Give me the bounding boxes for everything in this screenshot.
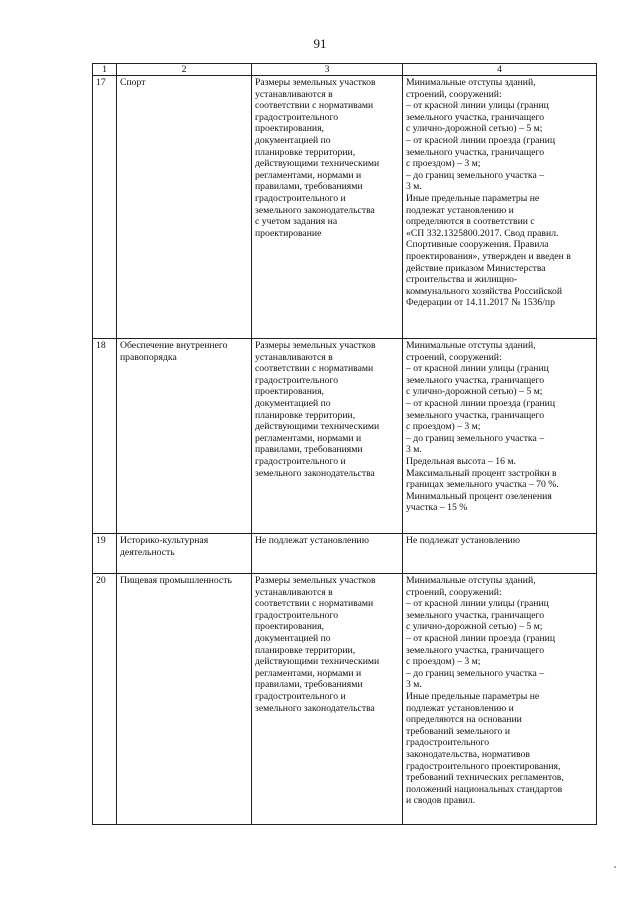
text-line: Размеры земельных участков bbox=[255, 340, 376, 351]
text-line: градостроительного и bbox=[255, 192, 346, 204]
text-line: 3 м. bbox=[406, 679, 422, 691]
text-line: градостроительного и bbox=[255, 455, 346, 467]
text-line: с учетом задания на bbox=[255, 216, 338, 228]
text-line: проектирования, bbox=[255, 123, 324, 135]
text-line: земельного законодательства bbox=[255, 204, 375, 216]
text-line: 3 м. bbox=[406, 181, 422, 193]
text-line: строений, сооружений: bbox=[406, 351, 502, 363]
text-line: и сводов правил. bbox=[406, 795, 476, 807]
text-line: градостроительного bbox=[255, 609, 339, 621]
text-line: земельного участка, граничащего bbox=[406, 609, 545, 621]
text-line: Максимальный процент застройки в bbox=[406, 467, 557, 479]
text-line: земельного законодательства bbox=[255, 702, 375, 714]
text-line: коммунального хозяйства Российской bbox=[406, 285, 563, 297]
text-line: градостроительного bbox=[406, 737, 490, 749]
text-line: с улично-дорожной сетью) – 5 м; bbox=[406, 621, 543, 633]
text-line: правилами, требованиями bbox=[255, 181, 363, 193]
text-line: Спортивные сооружения. Правила bbox=[406, 239, 549, 251]
text-line: строительства и жилищно- bbox=[406, 274, 518, 286]
land-use-name: Историко-культурная деятельность bbox=[117, 534, 252, 574]
table-row bbox=[93, 534, 597, 574]
text-line: градостроительного bbox=[255, 374, 339, 386]
text-line: требований технических регламентов, bbox=[406, 772, 564, 784]
text-line: земельного участка, граничащего bbox=[406, 374, 545, 386]
text-line: действующими техническими bbox=[255, 158, 380, 170]
text-line: с улично-дорожной сетью) – 5 м; bbox=[406, 386, 543, 398]
text-line: подлежат установлению и bbox=[406, 204, 514, 216]
parameters-text bbox=[403, 339, 597, 534]
text-line: – от красной линии улицы (границ bbox=[406, 598, 549, 610]
text-line: планировке территории, bbox=[255, 146, 356, 158]
text-line: Минимальные отступы зданий, bbox=[406, 340, 536, 351]
table-row bbox=[93, 76, 597, 339]
text-line: Минимальные отступы зданий, bbox=[406, 575, 536, 586]
text-line: с улично-дорожной сетью) – 5 м; bbox=[406, 123, 543, 135]
land-use-name: Пищевая промышленность bbox=[117, 574, 252, 825]
regulations-table bbox=[92, 63, 597, 825]
parameters-text bbox=[403, 534, 597, 574]
text-line: действующими техническими bbox=[255, 421, 380, 433]
text-line: законодательства, нормативов bbox=[406, 748, 531, 760]
text-line: правилами, требованиями bbox=[255, 444, 363, 456]
text-line: земельного участка, граничащего bbox=[406, 409, 545, 421]
header-col-2: 2 bbox=[117, 64, 252, 76]
text-line: проектирование bbox=[255, 227, 322, 239]
text-line: Минимальные отступы зданий, bbox=[406, 77, 536, 88]
text-line: – до границ земельного участка – bbox=[406, 169, 545, 181]
text-line: строений, сооружений: bbox=[406, 586, 502, 598]
text-line: Размеры земельных участков bbox=[255, 575, 376, 586]
plot-size-text bbox=[252, 76, 403, 339]
text-line: устанавливаются в bbox=[255, 351, 333, 363]
page-number: 91 bbox=[313, 36, 327, 51]
text-line: действие приказом Министерства bbox=[406, 262, 546, 274]
text-line: строений, сооружений: bbox=[406, 88, 502, 100]
text-line: соответствии с нормативами bbox=[255, 363, 374, 375]
text-line: подлежат установлению и bbox=[406, 702, 514, 714]
text-line: 3 м. bbox=[406, 444, 422, 456]
text-line: проектирования, bbox=[255, 621, 324, 633]
text-line: планировке территории, bbox=[255, 644, 356, 656]
text-line: Предельная высота – 16 м. bbox=[406, 455, 516, 467]
text-line: документацией по bbox=[255, 632, 331, 644]
text-line: Иные предельные параметры не bbox=[406, 690, 540, 702]
text-line: Не подлежат установлению bbox=[406, 535, 520, 546]
header-col-3: 3 bbox=[252, 64, 403, 76]
text-line: – от красной линии проезда (границ bbox=[406, 134, 556, 146]
parameters-text bbox=[403, 574, 597, 825]
text-line: – от красной линии проезда (границ bbox=[406, 397, 556, 409]
header-col-1: 1 bbox=[93, 64, 117, 76]
text-line: Не подлежат установлению bbox=[255, 535, 369, 546]
text-line: – от красной линии улицы (границ bbox=[406, 363, 549, 375]
text-line: земельного участка, граничащего bbox=[406, 146, 545, 158]
parameters-text bbox=[403, 76, 597, 339]
text-line: определяются в соответствии с bbox=[406, 216, 535, 228]
row-number: 19 bbox=[93, 534, 117, 574]
text-line: земельного участка, граничащего bbox=[406, 111, 545, 123]
text-line: участка – 15 % bbox=[406, 502, 468, 514]
text-line: Иные предельные параметры не bbox=[406, 192, 540, 204]
table-header-row bbox=[93, 64, 597, 76]
row-number: 20 bbox=[93, 574, 117, 825]
text-line: требований земельного и bbox=[406, 725, 511, 737]
text-line: регламентами, нормами и bbox=[255, 432, 362, 444]
text-line: с проездом) – 3 м; bbox=[406, 158, 481, 170]
text-line: планировке территории, bbox=[255, 409, 356, 421]
text-line: с проездом) – 3 м; bbox=[406, 656, 481, 668]
text-line: правилами, требованиями bbox=[255, 679, 363, 691]
text-line: регламентами, нормами и bbox=[255, 667, 362, 679]
text-line: с проездом) – 3 м; bbox=[406, 421, 481, 433]
row-number: 18 bbox=[93, 339, 117, 534]
text-line: документацией по bbox=[255, 134, 331, 146]
text-line: устанавливаются в bbox=[255, 88, 333, 100]
land-use-name: Обеспечение внутреннего правопорядка bbox=[117, 339, 252, 534]
plot-size-text bbox=[252, 534, 403, 574]
text-line: – до границ земельного участка – bbox=[406, 667, 545, 679]
text-line: документацией по bbox=[255, 397, 331, 409]
text-line: «СП 332.1325800.2017. Свод правил. bbox=[406, 227, 559, 239]
text-line: Размеры земельных участков bbox=[255, 77, 376, 88]
text-line: границах земельного участка – 70 %. bbox=[406, 479, 559, 491]
text-line: регламентами, нормами и bbox=[255, 169, 362, 181]
table-row bbox=[93, 574, 597, 825]
plot-size-text bbox=[252, 574, 403, 825]
text-line: земельного участка, граничащего bbox=[406, 644, 545, 656]
text-line: действующими техническими bbox=[255, 656, 380, 668]
scan-speck bbox=[614, 866, 616, 868]
text-line: Минимальный процент озеленения bbox=[406, 490, 552, 502]
text-line: градостроительного проектирования, bbox=[406, 760, 561, 772]
header-col-4: 4 bbox=[403, 64, 597, 76]
text-line: проектирования, bbox=[255, 386, 324, 398]
text-line: земельного законодательства bbox=[255, 467, 375, 479]
text-line: – до границ земельного участка – bbox=[406, 432, 545, 444]
row-number: 17 bbox=[93, 76, 117, 339]
text-line: определяются на основании bbox=[406, 714, 522, 726]
text-line: положений национальных стандартов bbox=[406, 783, 563, 795]
text-line: градостроительного bbox=[255, 111, 339, 123]
text-line: – от красной линии улицы (границ bbox=[406, 100, 549, 112]
table-row bbox=[93, 339, 597, 534]
text-line: соответствии с нормативами bbox=[255, 598, 374, 610]
text-line: градостроительного и bbox=[255, 690, 346, 702]
text-line: – от красной линии проезда (границ bbox=[406, 632, 556, 644]
plot-size-text bbox=[252, 339, 403, 534]
text-line: Федерации от 14.11.2017 № 1536/пр bbox=[406, 297, 555, 309]
text-line: проектирования», утвержден и введен в bbox=[406, 250, 571, 262]
land-use-name: Спорт bbox=[117, 76, 252, 339]
text-line: устанавливаются в bbox=[255, 586, 333, 598]
text-line: соответствии с нормативами bbox=[255, 100, 374, 112]
